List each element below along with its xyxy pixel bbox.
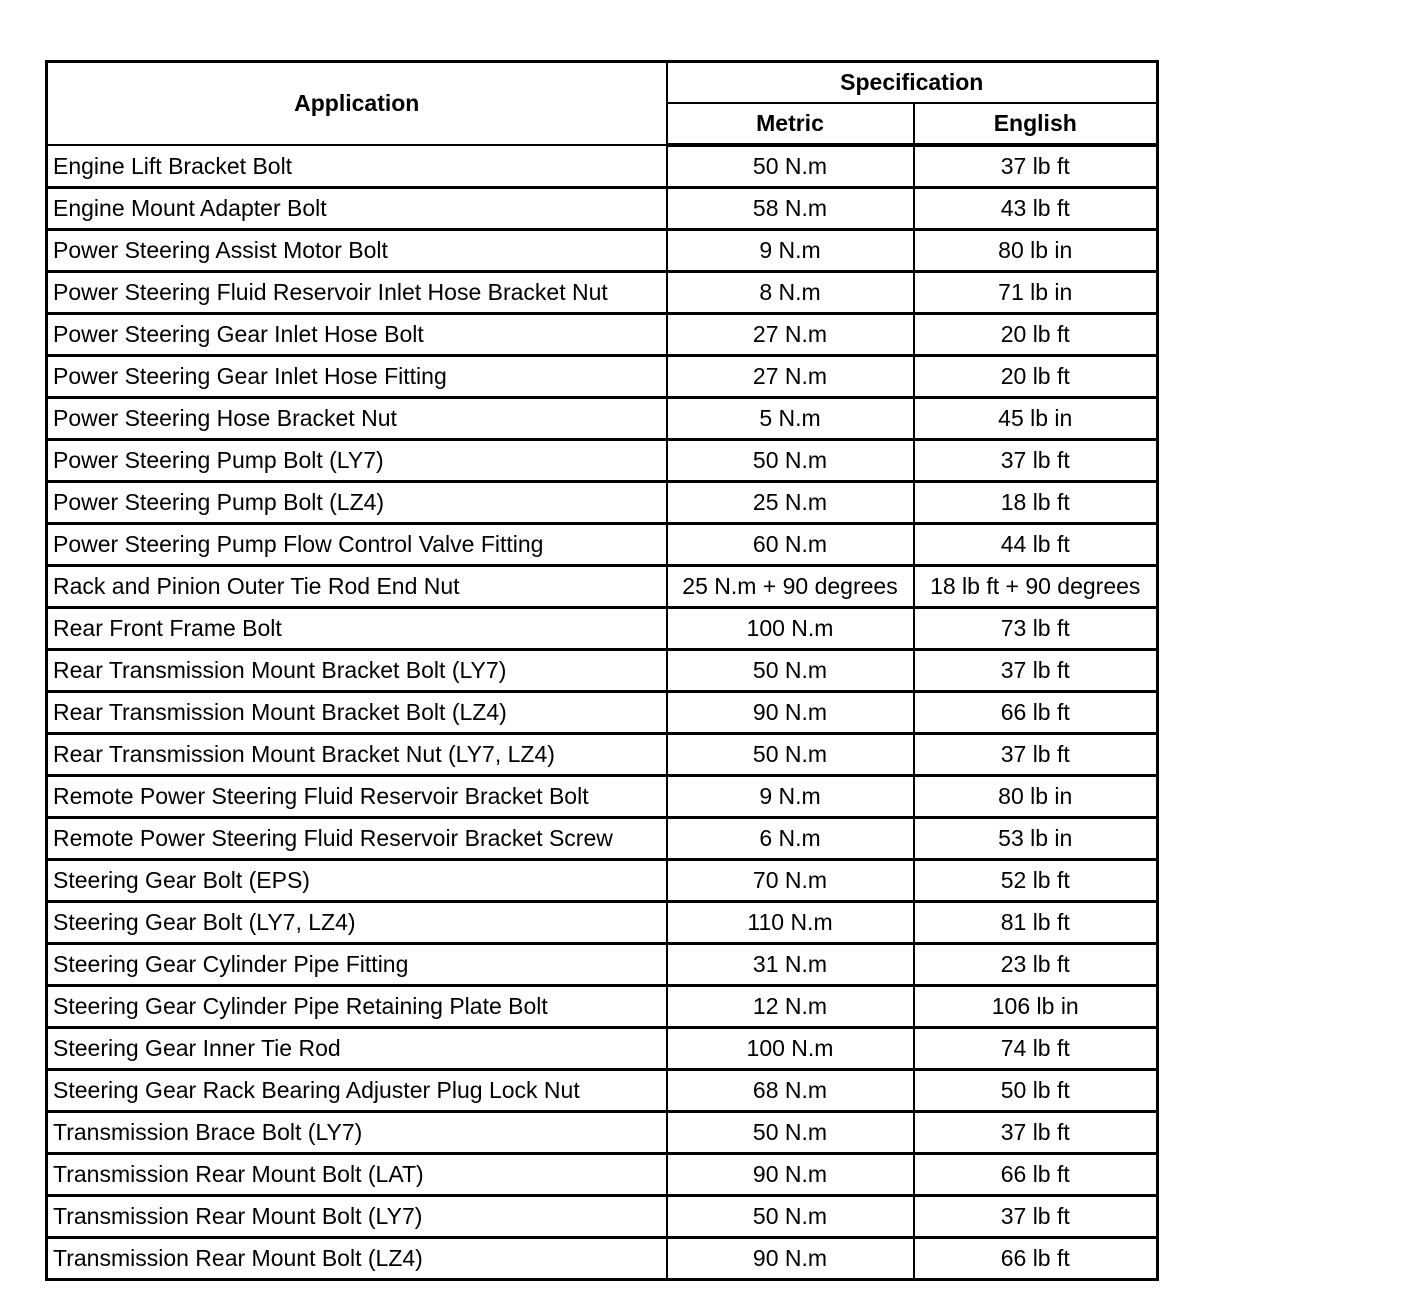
cell-application: Power Steering Pump Bolt (LZ4) bbox=[47, 482, 667, 524]
cell-english: 74 lb ft bbox=[914, 1028, 1158, 1070]
cell-english: 37 lb ft bbox=[914, 1196, 1158, 1238]
cell-english: 37 lb ft bbox=[914, 650, 1158, 692]
cell-english: 37 lb ft bbox=[914, 1112, 1158, 1154]
cell-metric: 90 N.m bbox=[667, 1238, 914, 1280]
table-row bbox=[47, 776, 1158, 818]
table-row bbox=[47, 566, 1158, 608]
table-body bbox=[47, 145, 1158, 1280]
cell-application: Remote Power Steering Fluid Reservoir Bracket Screw bbox=[47, 818, 667, 860]
table-row bbox=[47, 860, 1158, 902]
cell-application: Remote Power Steering Fluid Reservoir Bracket Bolt bbox=[47, 776, 667, 818]
cell-english: 37 lb ft bbox=[914, 145, 1158, 188]
cell-metric: 70 N.m bbox=[667, 860, 914, 902]
cell-metric: 68 N.m bbox=[667, 1070, 914, 1112]
table-row bbox=[47, 145, 1158, 188]
table-row bbox=[47, 482, 1158, 524]
cell-application: Steering Gear Inner Tie Rod bbox=[47, 1028, 667, 1070]
table-row bbox=[47, 1028, 1158, 1070]
cell-metric: 8 N.m bbox=[667, 272, 914, 314]
cell-english: 18 lb ft bbox=[914, 482, 1158, 524]
cell-metric: 12 N.m bbox=[667, 986, 914, 1028]
table-header bbox=[47, 62, 1158, 146]
cell-metric: 25 N.m bbox=[667, 482, 914, 524]
cell-metric: 50 N.m bbox=[667, 734, 914, 776]
table-row bbox=[47, 818, 1158, 860]
table-row bbox=[47, 440, 1158, 482]
cell-application: Transmission Brace Bolt (LY7) bbox=[47, 1112, 667, 1154]
cell-english: 20 lb ft bbox=[914, 314, 1158, 356]
cell-application: Rear Transmission Mount Bracket Bolt (LY7) bbox=[47, 650, 667, 692]
table-row bbox=[47, 692, 1158, 734]
table-row bbox=[47, 188, 1158, 230]
table-row bbox=[47, 608, 1158, 650]
table-row bbox=[47, 902, 1158, 944]
cell-english: 50 lb ft bbox=[914, 1070, 1158, 1112]
table-row bbox=[47, 398, 1158, 440]
cell-application: Steering Gear Bolt (LY7, LZ4) bbox=[47, 902, 667, 944]
cell-application: Rear Front Frame Bolt bbox=[47, 608, 667, 650]
header-row-top bbox=[47, 62, 1158, 104]
cell-metric: 25 N.m + 90 degrees bbox=[667, 566, 914, 608]
cell-metric: 31 N.m bbox=[667, 944, 914, 986]
cell-application: Transmission Rear Mount Bolt (LY7) bbox=[47, 1196, 667, 1238]
cell-english: 20 lb ft bbox=[914, 356, 1158, 398]
cell-application: Rack and Pinion Outer Tie Rod End Nut bbox=[47, 566, 667, 608]
cell-metric: 100 N.m bbox=[667, 608, 914, 650]
table-row bbox=[47, 524, 1158, 566]
cell-application: Power Steering Pump Bolt (LY7) bbox=[47, 440, 667, 482]
cell-metric: 90 N.m bbox=[667, 692, 914, 734]
cell-application: Rear Transmission Mount Bracket Bolt (LZ4) bbox=[47, 692, 667, 734]
cell-application: Power Steering Hose Bracket Nut bbox=[47, 398, 667, 440]
cell-metric: 5 N.m bbox=[667, 398, 914, 440]
cell-english: 66 lb ft bbox=[914, 692, 1158, 734]
cell-application: Power Steering Gear Inlet Hose Bolt bbox=[47, 314, 667, 356]
cell-application: Engine Lift Bracket Bolt bbox=[47, 145, 667, 188]
cell-metric: 27 N.m bbox=[667, 356, 914, 398]
table-row bbox=[47, 230, 1158, 272]
cell-metric: 50 N.m bbox=[667, 145, 914, 188]
table-row bbox=[47, 944, 1158, 986]
cell-english: 18 lb ft + 90 degrees bbox=[914, 566, 1158, 608]
table-row bbox=[47, 1154, 1158, 1196]
cell-english: 66 lb ft bbox=[914, 1154, 1158, 1196]
cell-metric: 9 N.m bbox=[667, 776, 914, 818]
cell-english: 43 lb ft bbox=[914, 188, 1158, 230]
cell-application: Rear Transmission Mount Bracket Nut (LY7, LZ4) bbox=[47, 734, 667, 776]
cell-english: 80 lb in bbox=[914, 230, 1158, 272]
header-application: Application bbox=[47, 62, 667, 146]
cell-application: Transmission Rear Mount Bolt (LZ4) bbox=[47, 1238, 667, 1280]
cell-english: 37 lb ft bbox=[914, 440, 1158, 482]
table-row bbox=[47, 1112, 1158, 1154]
cell-metric: 50 N.m bbox=[667, 440, 914, 482]
cell-metric: 60 N.m bbox=[667, 524, 914, 566]
table-row bbox=[47, 1196, 1158, 1238]
cell-english: 53 lb in bbox=[914, 818, 1158, 860]
cell-metric: 100 N.m bbox=[667, 1028, 914, 1070]
cell-english: 45 lb in bbox=[914, 398, 1158, 440]
cell-english: 52 lb ft bbox=[914, 860, 1158, 902]
table-row bbox=[47, 314, 1158, 356]
table-row bbox=[47, 1238, 1158, 1280]
header-metric: Metric bbox=[667, 103, 914, 145]
cell-english: 71 lb in bbox=[914, 272, 1158, 314]
cell-english: 66 lb ft bbox=[914, 1238, 1158, 1280]
cell-english: 23 lb ft bbox=[914, 944, 1158, 986]
cell-metric: 6 N.m bbox=[667, 818, 914, 860]
header-english: English bbox=[914, 103, 1158, 145]
cell-application: Power Steering Assist Motor Bolt bbox=[47, 230, 667, 272]
cell-metric: 27 N.m bbox=[667, 314, 914, 356]
cell-metric: 50 N.m bbox=[667, 650, 914, 692]
cell-english: 44 lb ft bbox=[914, 524, 1158, 566]
cell-metric: 50 N.m bbox=[667, 1112, 914, 1154]
cell-english: 80 lb in bbox=[914, 776, 1158, 818]
header-specification: Specification bbox=[667, 62, 1158, 104]
cell-metric: 58 N.m bbox=[667, 188, 914, 230]
cell-application: Power Steering Pump Flow Control Valve Fitting bbox=[47, 524, 667, 566]
cell-metric: 90 N.m bbox=[667, 1154, 914, 1196]
table-row bbox=[47, 1070, 1158, 1112]
cell-application: Steering Gear Cylinder Pipe Fitting bbox=[47, 944, 667, 986]
cell-application: Power Steering Fluid Reservoir Inlet Hose Bracket Nut bbox=[47, 272, 667, 314]
cell-english: 73 lb ft bbox=[914, 608, 1158, 650]
cell-metric: 50 N.m bbox=[667, 1196, 914, 1238]
cell-application: Engine Mount Adapter Bolt bbox=[47, 188, 667, 230]
cell-application: Transmission Rear Mount Bolt (LAT) bbox=[47, 1154, 667, 1196]
cell-english: 106 lb in bbox=[914, 986, 1158, 1028]
cell-english: 37 lb ft bbox=[914, 734, 1158, 776]
cell-metric: 110 N.m bbox=[667, 902, 914, 944]
table-row bbox=[47, 986, 1158, 1028]
cell-application: Steering Gear Bolt (EPS) bbox=[47, 860, 667, 902]
table-row bbox=[47, 272, 1158, 314]
table-row bbox=[47, 356, 1158, 398]
cell-metric: 9 N.m bbox=[667, 230, 914, 272]
cell-application: Steering Gear Rack Bearing Adjuster Plug Lock Nut bbox=[47, 1070, 667, 1112]
fastener-spec-table bbox=[45, 60, 1159, 1281]
table-row bbox=[47, 734, 1158, 776]
cell-application: Steering Gear Cylinder Pipe Retaining Plate Bolt bbox=[47, 986, 667, 1028]
cell-english: 81 lb ft bbox=[914, 902, 1158, 944]
table-row bbox=[47, 650, 1158, 692]
cell-application: Power Steering Gear Inlet Hose Fitting bbox=[47, 356, 667, 398]
